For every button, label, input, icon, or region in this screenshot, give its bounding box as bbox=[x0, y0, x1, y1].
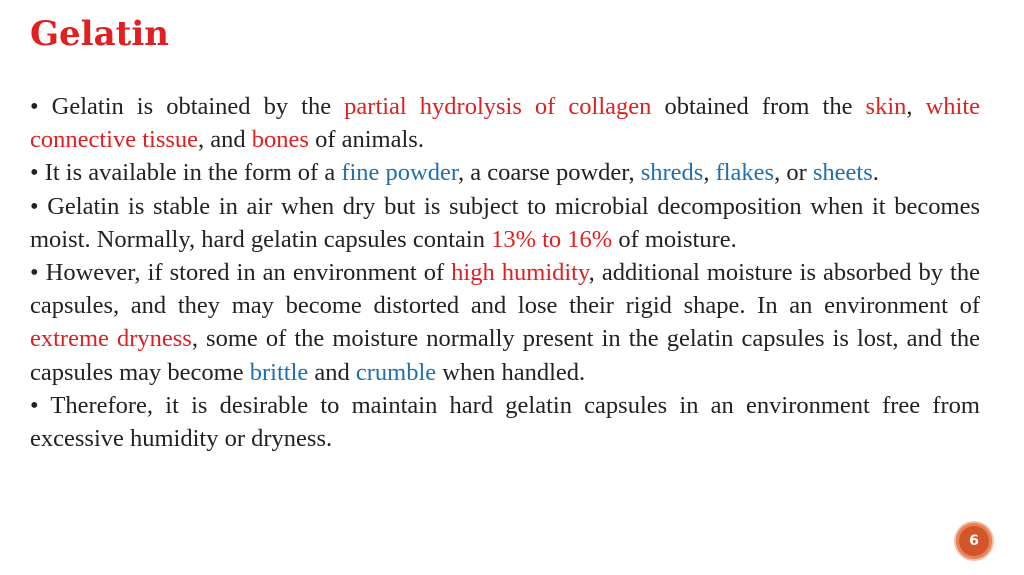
highlight-text: partial hydrolysis of collagen bbox=[344, 93, 652, 120]
highlight-text: crumble bbox=[355, 358, 437, 386]
slide-body bbox=[30, 90, 980, 455]
highlight-text: fine powder bbox=[341, 159, 459, 187]
text-segment: , and bbox=[198, 126, 252, 154]
text-segment: of animals. bbox=[308, 126, 424, 154]
text-segment: • Therefore, it is desirable to maintain hard gelatin capsules in an environment free from excessive humidity or dryness. bbox=[30, 391, 980, 453]
text-segment: , or bbox=[774, 159, 813, 187]
bullet-paragraph bbox=[30, 90, 980, 156]
text-segment: • It is available in the form of a bbox=[30, 159, 342, 187]
text-segment: and bbox=[308, 358, 356, 386]
highlight-text: shreds bbox=[640, 159, 704, 187]
highlight-text: 13% to 16% bbox=[491, 225, 613, 253]
highlight-text: brittle bbox=[249, 358, 309, 386]
text-segment: obtained from the bbox=[651, 93, 866, 120]
text-segment: , bbox=[906, 93, 926, 120]
text-segment: , a coarse powder, bbox=[458, 159, 641, 187]
highlight-text: skin bbox=[865, 93, 907, 120]
text-segment: • Gelatin is stable in air when dry but is subject to microbial decomposition when it becomes moist. Normally, hard gelatin capsules contain bbox=[30, 192, 980, 253]
highlight-text: flakes bbox=[715, 159, 775, 187]
bullet-paragraph bbox=[30, 256, 980, 389]
slide-title: Gelatin bbox=[30, 14, 169, 54]
bullet-paragraph bbox=[30, 389, 980, 455]
highlight-text: high humidity bbox=[451, 259, 589, 287]
text-segment: • However, if stored in an environment of bbox=[30, 259, 452, 287]
page-number-badge: 6 bbox=[956, 523, 992, 559]
text-segment: • Gelatin is obtained by the bbox=[30, 93, 345, 120]
text-segment: , bbox=[703, 159, 716, 187]
text-segment: . bbox=[872, 159, 879, 187]
highlight-text: sheets bbox=[812, 159, 873, 187]
text-segment: when handled. bbox=[436, 358, 586, 386]
highlight-text: extreme dryness bbox=[30, 325, 192, 353]
text-segment: , some of the moisture normally present in the gelatin capsules is lost, and the capsules may become bbox=[30, 325, 981, 386]
bullet-paragraph bbox=[30, 190, 980, 256]
text-segment: , additional moisture is absorbed by the capsules, and they may become distorted and lose their rigid shape. In an environment of bbox=[30, 259, 980, 320]
bullet-paragraph bbox=[30, 156, 980, 189]
highlight-text: white connective tissue bbox=[30, 93, 980, 154]
text-segment: of moisture. bbox=[612, 225, 737, 253]
highlight-text: bones bbox=[251, 126, 309, 154]
